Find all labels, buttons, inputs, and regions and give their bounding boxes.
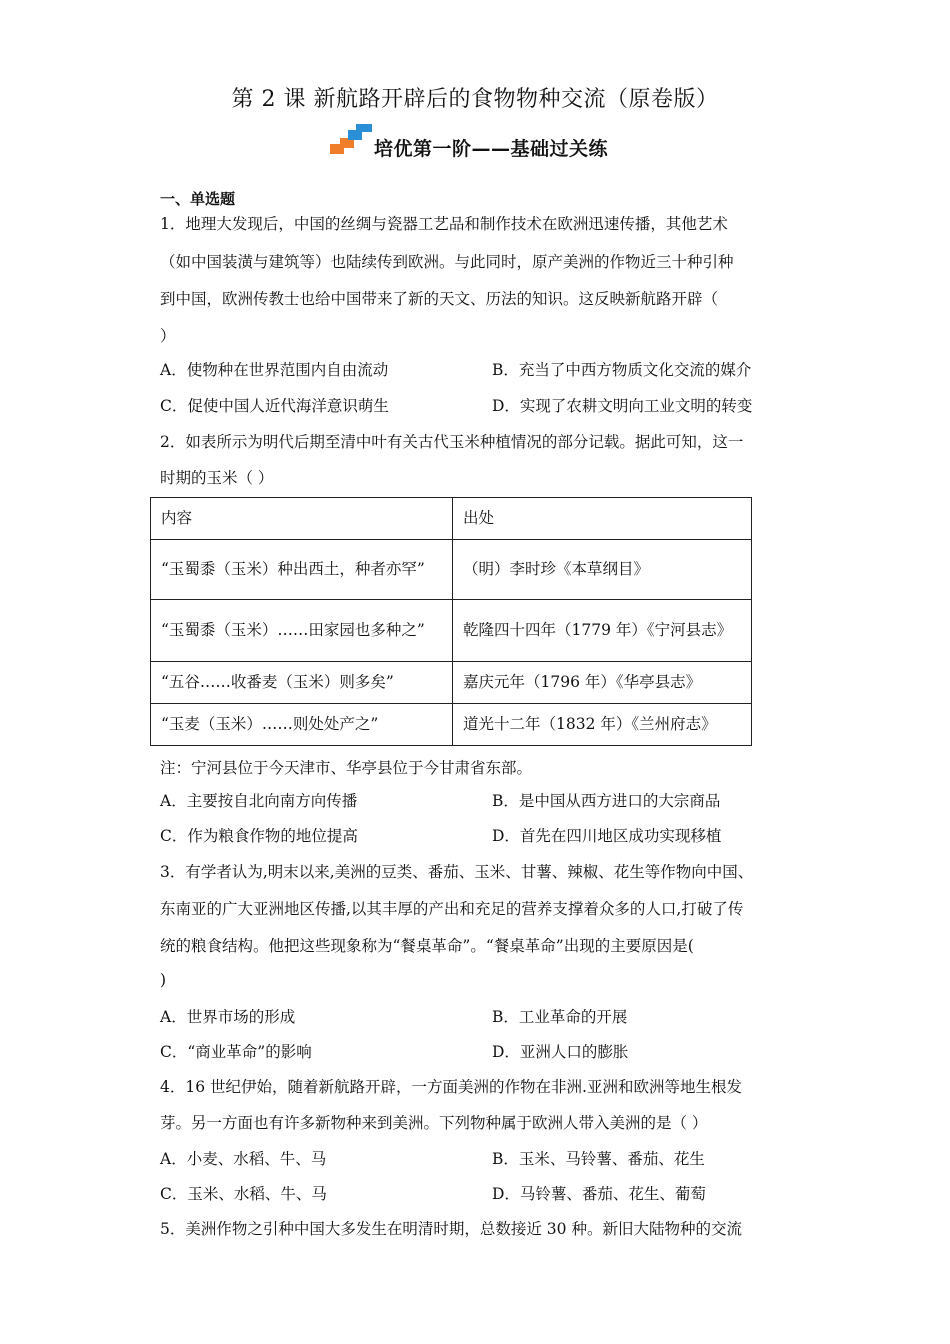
q4-option-d: D．马铃薯、番茄、花生、葡萄 [492,1185,706,1203]
q2-option-c: C．作为粮食作物的地位提高 [160,827,358,845]
q3-option-d: D．亚洲人口的膨胀 [492,1043,629,1061]
table-cell: 道光十二年（1832 年）《兰州府志》 [453,704,752,746]
q4-line-1: 4．16 世纪伊始，随着新航路开辟，一方面美洲的作物在非洲.亚洲和欧洲等地生根发 [160,1078,742,1096]
table-row [151,662,752,704]
q2-note: 注：宁河县位于今天津市、华亭县位于今甘肃省东部。 [160,759,533,777]
q3-line-4: ) [160,971,167,989]
q1-option-c: C．促使中国人近代海洋意识萌生 [160,397,389,415]
q4-option-b: B．玉米、马铃薯、番茄、花生 [492,1150,705,1168]
subtitle: 培优第一阶——基础过关练 [374,138,609,160]
table-cell: “玉蜀黍（玉米）……田家园也多种之” [151,600,453,662]
q3-line-2: 东南亚的广大亚洲地区传播,以其丰厚的产出和充足的营养支撑着众多的人口,打破了传 [160,900,744,918]
table-cell: “五谷……收番麦（玉米）则多矣” [151,662,453,704]
q1-option-b: B．充当了中西方物质文化交流的媒介 [492,361,752,379]
q3-option-b: B．工业革命的开展 [492,1008,628,1026]
q1-option-a: A．使物种在世界范围内自由流动 [160,361,389,379]
q2-option-b: B．是中国从西方进口的大宗商品 [492,792,721,810]
table-row [151,704,752,746]
q1-option-d: D．实现了农耕文明向工业文明的转变 [492,397,753,415]
q4-line-2: 芽。另一方面也有许多新物种来到美洲。下列物种属于欧洲人带入美洲的是（ ） [160,1114,708,1132]
q2-option-d: D．首先在四川地区成功实现移植 [492,827,722,845]
q3-line-3: 统的粮食结构。他把这些现象称为“餐桌革命”。“餐桌革命”出现的主要原因是( [160,937,694,955]
table-cell: “玉麦（玉米）……则处处产之” [151,704,453,746]
q2-line-1: 2．如表所示为明代后期至清中叶有关古代玉米种植情况的部分记载。据此可知，这一 [160,433,744,451]
q3-line-1: 3．有学者认为,明末以来,美洲的豆类、番茄、玉米、甘薯、辣椒、花生等作物向中国、 [160,863,754,881]
stair-blocks-icon [330,124,372,158]
q1-line-1: 1．地理大发现后，中国的丝绸与瓷器工艺品和制作技术在欧洲迅速传播，其他艺术 [160,215,728,233]
q4-option-a: A．小麦、水稻、牛、马 [160,1150,327,1168]
section-heading: 一、单选题 [160,190,236,208]
q1-line-3: 到中国，欧洲传教士也给中国带来了新的天文、历法的知识。这反映新航路开辟（ [160,290,719,308]
q2-line-2: 时期的玉米（ ） [160,469,274,487]
table-row [151,600,752,662]
table-row [151,540,752,600]
q4-option-c: C．玉米、水稻、牛、马 [160,1185,327,1203]
q3-option-a: A．世界市场的形成 [160,1008,296,1026]
table-cell: 乾隆四十四年（1779 年）《宁河县志》 [453,600,752,662]
q1-line-4: ） [160,327,176,345]
page-title: 第 2 课 新航路开辟后的食物物种交流（原卷版） [231,87,719,112]
q1-line-2: （如中国装潢与建筑等）也陆续传到欧洲。与此同时，原产美洲的作物近三十种引种 [160,253,734,271]
q3-option-c: C．“商业革命”的影响 [160,1043,312,1061]
q2-option-a: A．主要按自北向南方向传播 [160,792,358,810]
table-cell: （明）李时珍《本草纲目》 [453,540,752,600]
table-cell: 嘉庆元年（1796 年）《华亭县志》 [453,662,752,704]
table-header-cell: 内容 [151,498,453,540]
subtitle-banner [330,124,650,164]
q5-line-1: 5．美洲作物之引种中国大多发生在明清时期，总数接近 30 种。新旧大陆物种的交流 [160,1220,742,1238]
table-header-row [151,498,752,540]
table-cell: “玉蜀黍（玉米）种出西土，种者亦罕” [151,540,453,600]
table-header-cell: 出处 [453,498,752,540]
records-table [150,497,752,746]
